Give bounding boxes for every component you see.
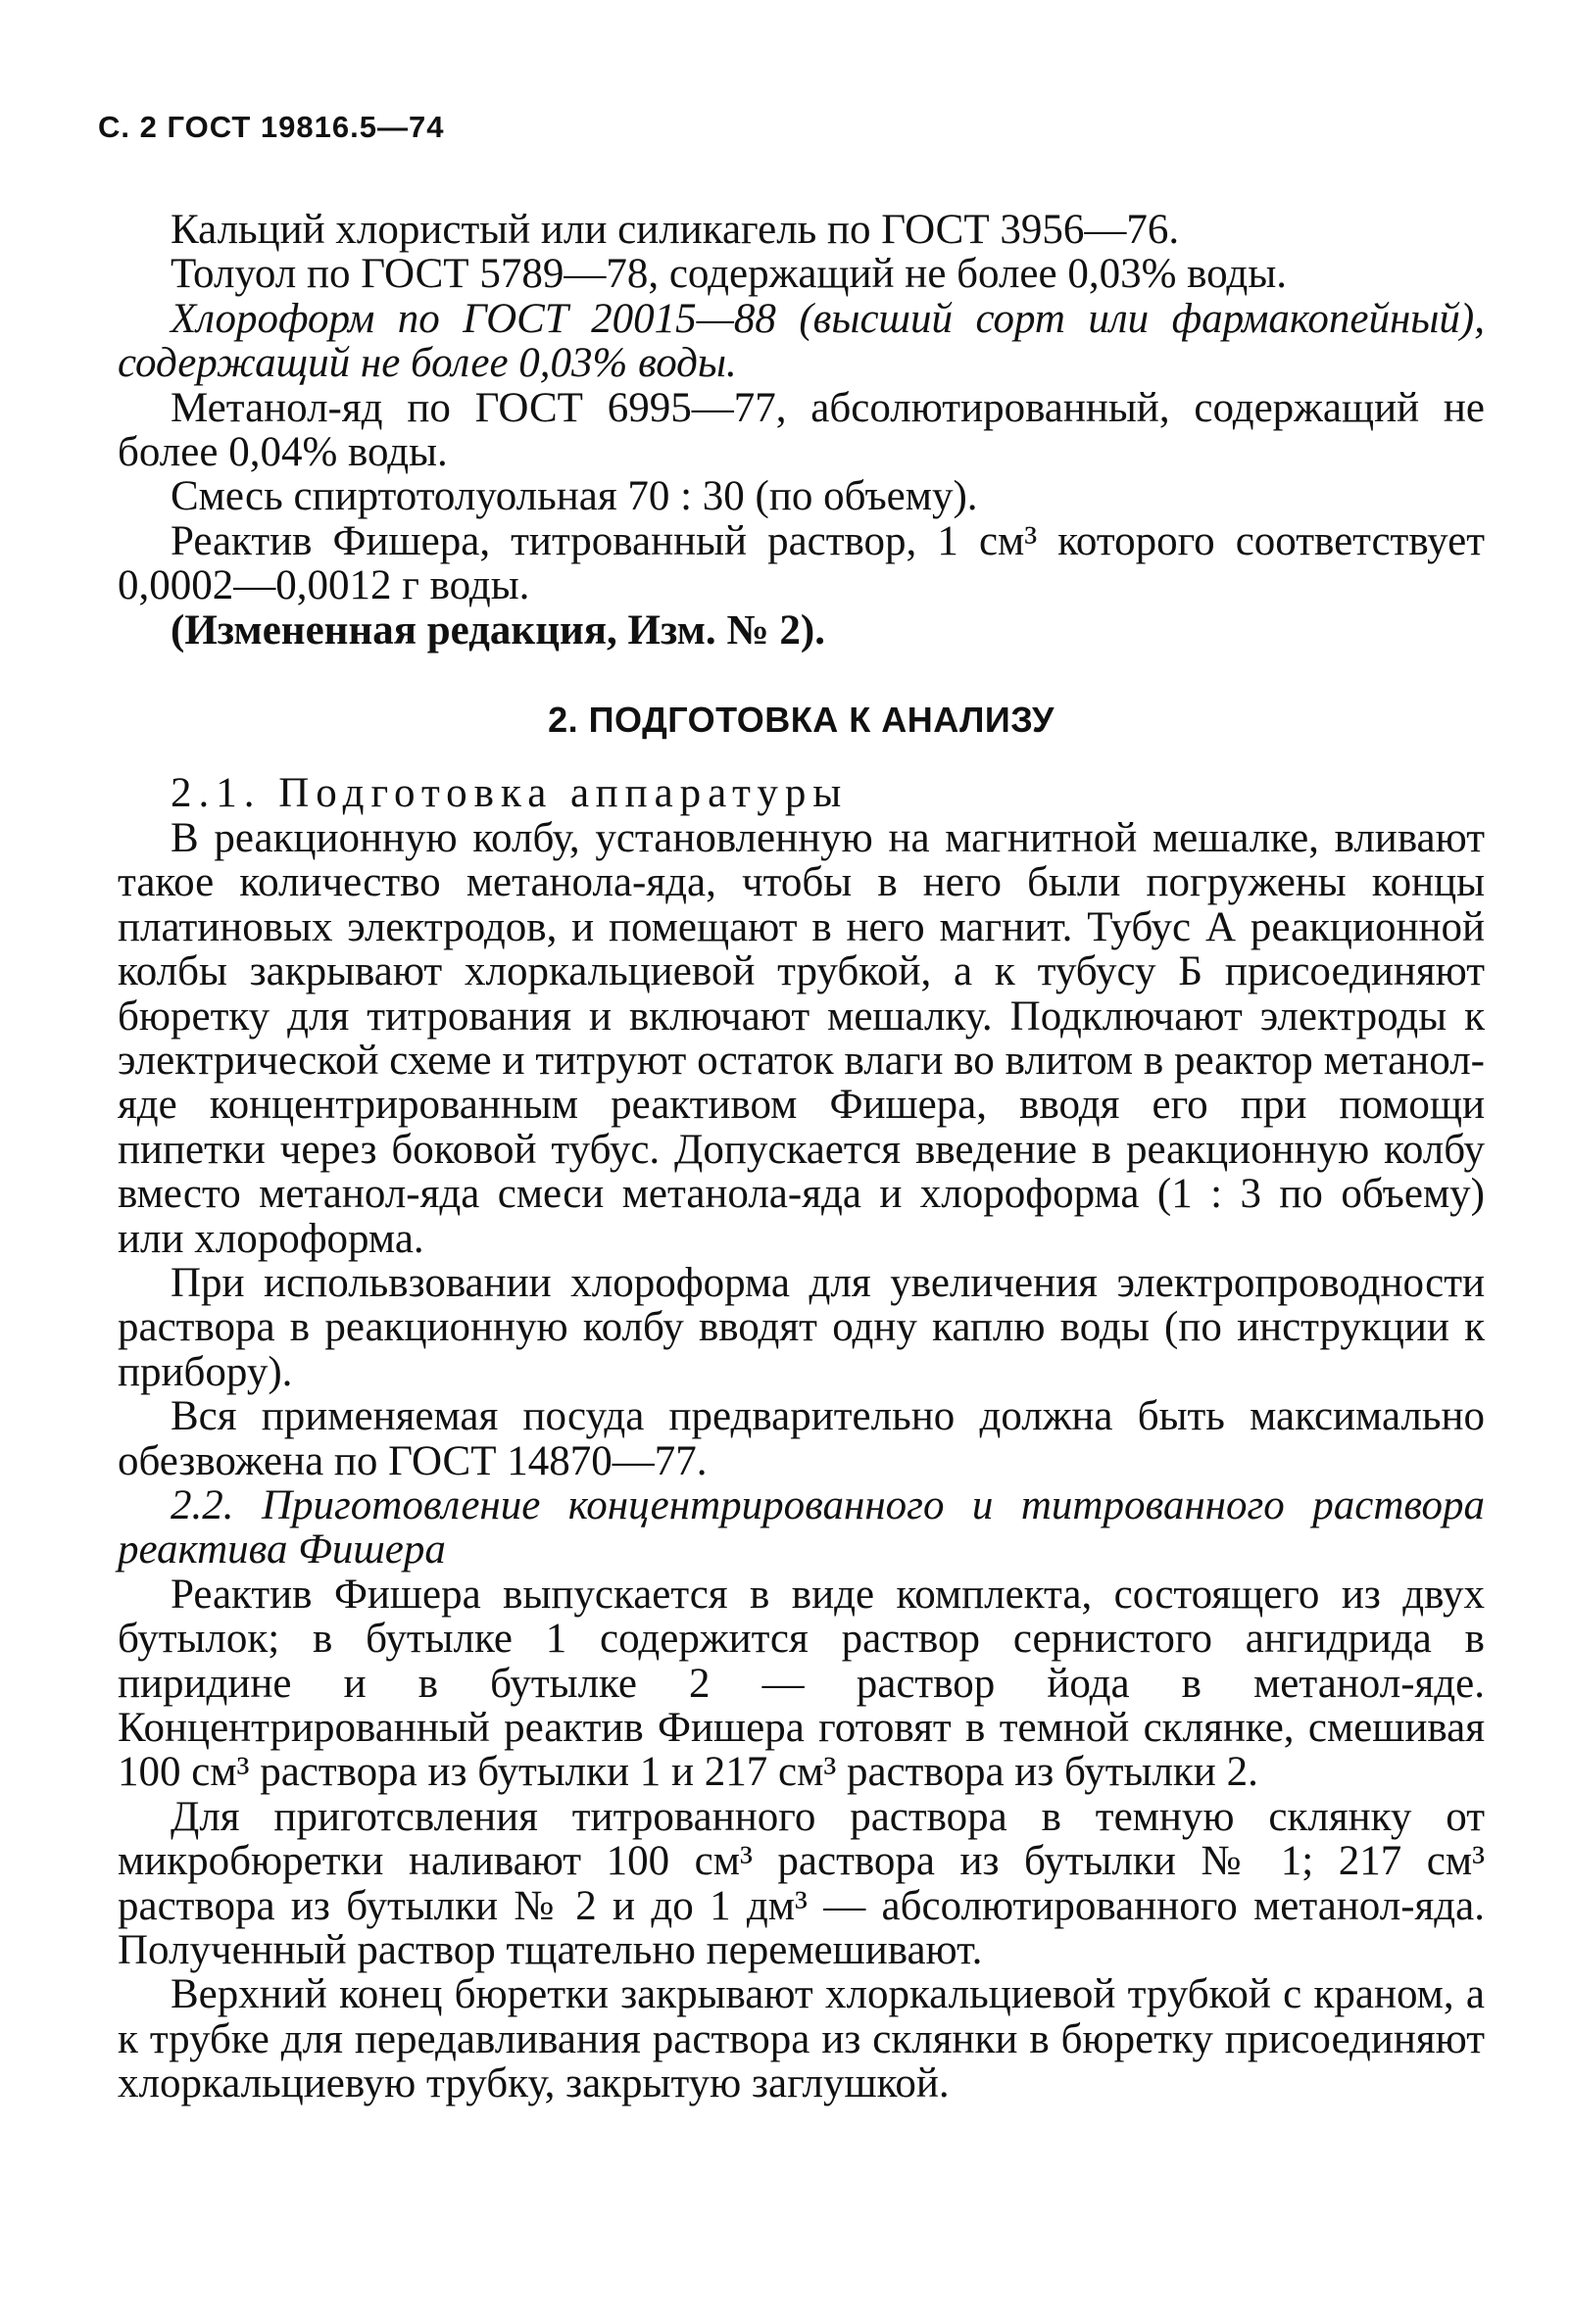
subsection-2-2-title: 2.2. Приготовление концентрированного и титрованного раствора реактива Фишера — [118, 1481, 1485, 1574]
document-body — [118, 208, 1485, 2106]
paragraph-2-1-2: При испольвзовании хлороформа для увеличения электропроводности раствора в реакционную колбу вводят одну каплю воды (по инструкции к прибору). — [118, 1259, 1485, 1395]
section-title: 2. ПОДГОТОВКА К АНАЛИЗУ — [548, 700, 1055, 741]
revision-note: (Измененная редакция, Изм. № 2). — [171, 606, 825, 654]
reagent-mixture: Смесь спиртотолуольная 70 : 30 (по объему). — [171, 473, 978, 520]
paragraph-2-2-1: Реактив Фишера выпускается в виде комплекта, состоящего из двух бутылок; в бутылке 1 содержится раствор сернистого ангидрида в пиридине и в бутылке 2 — раствор йода в метанол-яде. Концентрированный реактив Фишера готовят в темной склянке, смешивая 100 см³ раствора из бутылки 1 и 217 см³ раствора из бутылки 2. — [118, 1571, 1485, 1796]
paragraph-2-2-2: Для приготсвления титрованного раствора в темную склянку от микробюретки наливают 100 см³ раствора из бутылки № 1; 217 см³ раствора из бутылки № 2 и до 1 дм³ — абсолютированного метанол-яда. Полученный раствор тщательно перемешивают. — [118, 1793, 1485, 1974]
reagent-calcium-chloride: Кальций хлористый или силикагель по ГОСТ 3956—76. — [171, 207, 1180, 253]
reagent-chloroform: Хлороформ по ГОСТ 20015—88 (высший сорт или фармакопейный), содержащий не более 0,03% воды. — [118, 295, 1485, 387]
paragraph-2-2-3: Верхний конец бюретки закрывают хлоркальциевой трубкой с краном, а к трубке для передавливания раствора из склянки в бюретку присоединяют хлоркальциевую трубку, закрытую заглушкой. — [118, 1971, 1485, 2107]
paragraph-2-1-1: В реакционную колбу, установленную на магнитной мешалке, вливают такое количество метанола-яда, чтобы в него были погружены концы платиновых электродов, и помещают в него магнит. Тубус А реакционной колбы закрывают хлоркальциевой трубкой, а к тубусу Б присоединяют бюретку для титрования и включают мешалку. Подключают электроды к электрической схеме и титруют остаток влаги во влитом в реактор метанол-яде концентрированным реактивом Фишера, вводя его при помощи пипетки через боковой тубус. Допускается введение в реакционную колбу вместо метанол-яда смеси метанола-яда и хлороформа (1 : 3 по объему) или хлороформа. — [118, 814, 1485, 1262]
paragraph-2-1-3: Вся применяемая посуда предварительно должна быть максимально обезвожена по ГОСТ 14870—77. — [118, 1393, 1485, 1484]
subsection-2-1-title: 2.1. Подготовка аппаратуры — [171, 770, 849, 817]
reagent-methanol: Метанол-яд по ГОСТ 6995—77, абсолютированный, содержащий не более 0,04% воды. — [118, 384, 1485, 476]
reagent-fischer: Реактив Фишера, титрованный раствор, 1 см³ которого соответствует 0,0002—0,0012 г воды. — [118, 517, 1485, 609]
page-header: С. 2 ГОСТ 19816.5—74 — [98, 110, 445, 144]
reagent-toluene: Толуол по ГОСТ 5789—78, содержащий не более 0,03% воды. — [171, 251, 1287, 298]
